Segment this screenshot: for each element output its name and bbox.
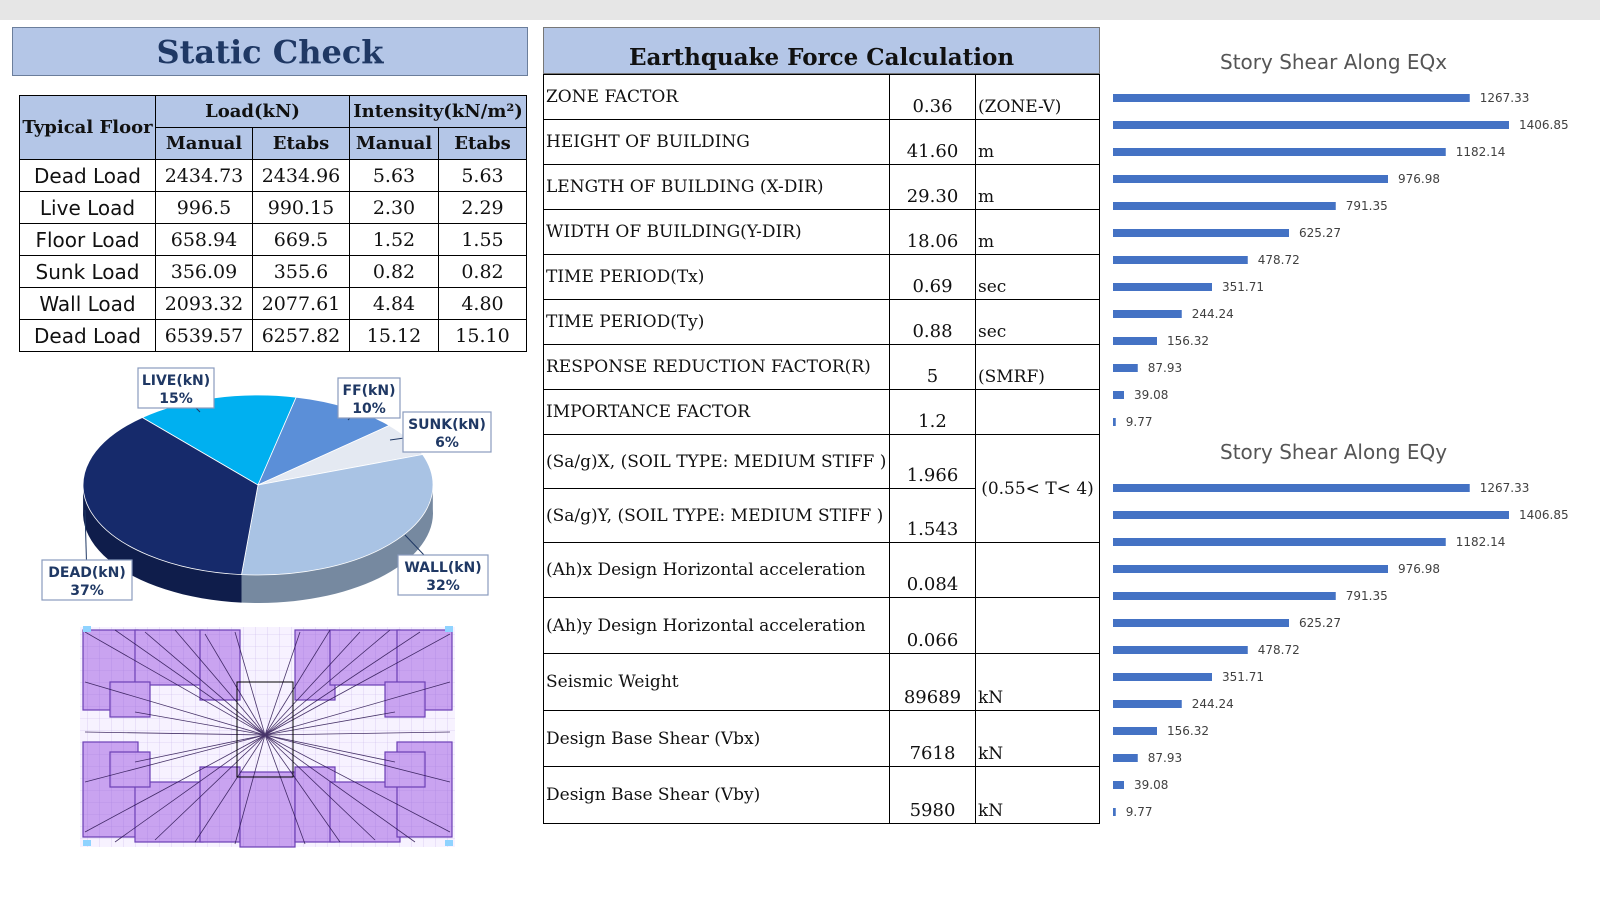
eq-unit: (SMRF) [976,345,1100,390]
eqx-bar [1113,94,1470,102]
story-shear-eqx-chart [1105,82,1600,437]
eq-label: TIME PERIOD(Ty) [544,300,890,345]
eq-row [544,255,1100,300]
eqy-data-label: 478.72 [1257,643,1300,657]
eqy-data-label: 1182.14 [1455,535,1506,549]
eq-row [544,543,1100,598]
eq-label: (Sa/g)Y, (SOIL TYPE: MEDIUM STIFF ) [544,489,890,543]
eqx-chart-title: Story Shear Along EQx [1220,50,1448,74]
load-etabs-cell: 2077.61 [253,288,350,320]
eqx-data-label: 39.08 [1134,388,1169,402]
eq-value: 7618 [890,711,976,767]
pie-category-label: SUNK(kN) [408,417,486,433]
eqy-bar [1113,781,1124,789]
pie-category-label: LIVE(kN) [141,373,211,389]
earthquake-title: Earthquake Force Calculation [543,27,1100,74]
eq-unit: (0.55< T< 4) [976,435,1100,543]
eq-row [544,435,1100,489]
eqy-data-label: 156.32 [1167,724,1210,738]
eq-row [544,120,1100,165]
eqx-bar [1113,337,1157,345]
eqy-bar [1113,646,1248,654]
eq-label: Seismic Weight [544,654,890,711]
eq-value: 29.30 [890,165,976,210]
intensity-manual-cell: 15.12 [350,320,439,352]
intensity-manual-cell: 5.63 [350,160,439,192]
pie-category-label: DEAD(kN) [48,565,126,581]
pie-percent-label: 6% [435,435,459,451]
int-manual-header: Manual [350,128,439,160]
pie-callout [138,368,214,412]
eq-value: 0.066 [890,598,976,654]
eq-unit: kN [976,767,1100,824]
load-etabs-cell: 355.6 [253,256,350,288]
load-etabs-cell: 669.5 [253,224,350,256]
intensity-manual-cell: 4.84 [350,288,439,320]
pie-callout [338,378,400,420]
eq-label: Design Base Shear (Vbx) [544,711,890,767]
eq-value: 1.543 [890,489,976,543]
eqx-bar [1113,175,1388,183]
eq-label: (Ah)y Design Horizontal acceleration [544,598,890,654]
eq-label: WIDTH OF BUILDING(Y-DIR) [544,210,890,255]
pie-percent-label: 37% [70,583,104,599]
eqx-data-label: 1182.14 [1455,145,1506,159]
eq-row [544,345,1100,390]
earthquake-table [543,74,1100,824]
eqy-bar [1113,754,1138,762]
eq-label: RESPONSE REDUCTION FACTOR(R) [544,345,890,390]
static-row [20,224,527,256]
load-etabs-cell: 2434.96 [253,160,350,192]
eqy-data-label: 625.27 [1299,616,1342,630]
eqx-data-label: 478.72 [1257,253,1300,267]
eq-value: 0.084 [890,543,976,598]
eq-unit: (ZONE-V) [976,75,1100,120]
eqx-data-label: 87.93 [1147,361,1183,375]
eq-unit: kN [976,654,1100,711]
eq-value: 18.06 [890,210,976,255]
pie-percent-label: 32% [426,578,460,594]
eq-label: TIME PERIOD(Tx) [544,255,890,300]
static-row [20,288,527,320]
eq-value: 5 [890,345,976,390]
row-label: Wall Load [20,288,156,320]
eq-row [544,165,1100,210]
pie-callout [390,412,491,452]
eqy-bar [1113,673,1212,681]
static-row [20,256,527,288]
int-etabs-header: Etabs [439,128,527,160]
eq-unit [976,390,1100,435]
eqx-bar [1113,310,1182,318]
eq-value: 1.966 [890,435,976,489]
eq-unit: kN [976,711,1100,767]
eq-unit: m [976,210,1100,255]
eq-unit: m [976,165,1100,210]
row-label: Dead Load [20,160,156,192]
eqx-bar [1113,283,1212,291]
eq-row [544,598,1100,654]
eq-value: 0.36 [890,75,976,120]
eq-label: (Sa/g)X, (SOIL TYPE: MEDIUM STIFF ) [544,435,890,489]
eqx-data-label: 351.71 [1221,280,1264,294]
static-check-table [19,95,527,352]
eq-row [544,75,1100,120]
eqy-bar [1113,538,1446,546]
eqy-bar [1113,619,1289,627]
intensity-etabs-cell: 1.55 [439,224,527,256]
eq-unit [976,543,1100,598]
eqy-bar [1113,565,1388,573]
eq-unit: m [976,120,1100,165]
eq-unit: sec [976,255,1100,300]
eq-row [544,300,1100,345]
eqy-bar [1113,808,1116,816]
eqy-data-label: 9.77 [1125,805,1153,819]
eqx-bar [1113,202,1336,210]
load-manual-cell: 658.94 [156,224,253,256]
pie-percent-label: 15% [159,391,193,407]
eqx-data-label: 1406.85 [1519,118,1569,132]
intensity-etabs-cell: 0.82 [439,256,527,288]
eq-label: ZONE FACTOR [544,75,890,120]
static-row [20,192,527,224]
eq-unit [976,598,1100,654]
eqy-data-label: 87.93 [1147,751,1183,765]
eq-label: (Ah)x Design Horizontal acceleration [544,543,890,598]
intensity-etabs-cell: 15.10 [439,320,527,352]
pie-category-label: FF(kN) [342,383,396,399]
load-manual-cell: 996.5 [156,192,253,224]
eqx-data-label: 791.35 [1345,199,1388,213]
eqx-data-label: 976.98 [1398,172,1441,186]
row-label: Sunk Load [20,256,156,288]
load-etabs-header: Etabs [253,128,350,160]
eq-row [544,767,1100,824]
eqx-data-label: 244.24 [1191,307,1234,321]
story-shear-eqy-chart [1105,472,1600,827]
static-row [20,320,527,352]
load-manual-cell: 6539.57 [156,320,253,352]
eq-unit: sec [976,300,1100,345]
eqy-data-label: 351.71 [1221,670,1264,684]
eqx-bar [1113,256,1248,264]
row-label: Live Load [20,192,156,224]
eqx-bar [1113,391,1124,399]
eq-value: 89689 [890,654,976,711]
eqy-bar [1113,592,1336,600]
eqy-data-label: 1406.85 [1519,508,1569,522]
eqx-bar [1113,229,1289,237]
intensity-manual-cell: 1.52 [350,224,439,256]
eqx-data-label: 156.32 [1167,334,1210,348]
eq-label: HEIGHT OF BUILDING [544,120,890,165]
eqy-bar [1113,511,1509,519]
load-etabs-cell: 6257.82 [253,320,350,352]
load-manual-header: Manual [156,128,253,160]
eq-row [544,390,1100,435]
pie-percent-label: 10% [352,401,386,417]
load-manual-cell: 2434.73 [156,160,253,192]
eqy-data-label: 39.08 [1134,778,1169,792]
eqx-data-label: 9.77 [1125,415,1153,429]
eqx-bar [1113,418,1116,426]
eqx-bar [1113,364,1138,372]
row-label: Floor Load [20,224,156,256]
top-band [0,0,1600,20]
eqy-data-label: 1267.33 [1479,481,1530,495]
floor-plan-drawing [75,622,460,852]
eqy-data-label: 976.98 [1398,562,1441,576]
eq-label: LENGTH OF BUILDING (X-DIR) [544,165,890,210]
eqy-data-label: 791.35 [1345,589,1388,603]
intensity-manual-cell: 2.30 [350,192,439,224]
eq-row [544,711,1100,767]
eq-label: Design Base Shear (Vby) [544,767,890,824]
pie-category-label: WALL(kN) [404,560,482,576]
typical-floor-header: Typical Floor [20,96,156,160]
eqx-bar [1113,148,1446,156]
static-row [20,160,527,192]
load-manual-cell: 2093.32 [156,288,253,320]
intensity-etabs-cell: 2.29 [439,192,527,224]
eqx-data-label: 625.27 [1299,226,1342,240]
eq-value: 1.2 [890,390,976,435]
eq-value: 0.69 [890,255,976,300]
intensity-etabs-cell: 5.63 [439,160,527,192]
eqy-bar [1113,700,1182,708]
row-label: Dead Load [20,320,156,352]
intensity-etabs-cell: 4.80 [439,288,527,320]
eq-label: IMPORTANCE FACTOR [544,390,890,435]
eqy-data-label: 244.24 [1191,697,1234,711]
eqy-bar [1113,484,1470,492]
load-manual-cell: 356.09 [156,256,253,288]
eqy-bar [1113,727,1157,735]
eq-value: 5980 [890,767,976,824]
eq-row [544,654,1100,711]
intensity-header: Intensity(kN/m²) [350,96,527,128]
load-distribution-pie-chart [30,360,510,620]
intensity-manual-cell: 0.82 [350,256,439,288]
eqx-data-label: 1267.33 [1479,91,1530,105]
static-check-title: Static Check [12,27,528,76]
load-etabs-cell: 990.15 [253,192,350,224]
eq-value: 41.60 [890,120,976,165]
eqx-bar [1113,121,1509,129]
eq-value: 0.88 [890,300,976,345]
load-header: Load(kN) [156,96,350,128]
eq-row [544,210,1100,255]
eqy-chart-title: Story Shear Along EQy [1220,440,1448,464]
